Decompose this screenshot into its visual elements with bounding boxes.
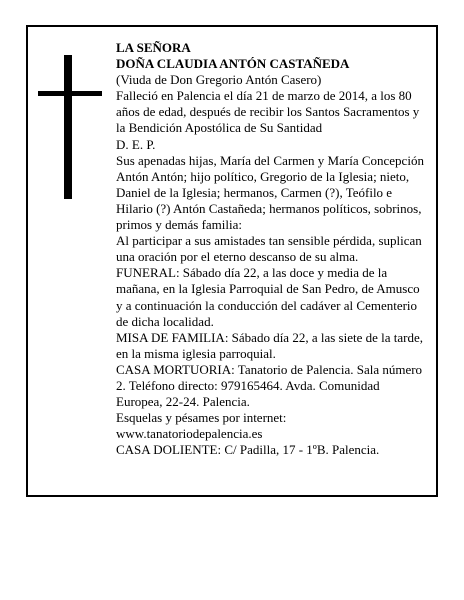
grieving-home-info: CASA DOLIENTE: C/ Padilla, 17 - 1ºB. Palencia. [116,442,380,458]
death-info: Falleció en Palencia el día 21 de marzo de 2014, a los 80 años de edad, después de recibir los Santos Sacramentos y la Bendición Apostólica de Su Santidad [116,88,420,136]
family-list: Sus apenadas hijas, María del Carmen y María Concepción Antón Antón; hijo político, Gregorio de la Iglesia; nieto, Daniel de la Iglesia; hermanos, Carmen (?), Teófilo e Hilario (?) Antón Castañeda; hermanos políticos, sobrinos, primos y demás familia: [116,152,424,233]
prayer-request: Al participar a sus amistades tan sensible pérdida, suplican una oración por el eterno descanso de su alma. [116,233,422,265]
obituary-notice [26,25,438,497]
deceased-name: DOÑA CLAUDIA ANTÓN CASTAÑEDA [116,56,350,72]
funeral-home-info: CASA MORTUORIA: Tanatorio de Palencia. Sala número 2. Teléfono directo: 979165464. Avda. Comunidad Europea, 22-24. Palencia. [116,361,423,410]
cross-vertical-bar [64,55,72,199]
online-condolences-label: Esquelas y pésames por internet: [116,410,287,426]
notice-heading-title: LA SEÑORA [116,40,191,55]
funeral-info: FUNERAL: Sábado día 22, a las doce y media de la mañana, en la Iglesia Parroquial de San Pedro, de Amusco y a continuación la conducción del cadáver al Cementerio de dicha localidad. [116,265,420,329]
family-mass-info: MISA DE FAMILIA: Sábado día 22, a las siete de la tarde, en la misma iglesia parroquial. [116,329,423,361]
cross-horizontal-bar [38,91,102,96]
notice-text [116,40,428,458]
rip-line: D. E. P. [116,136,156,152]
website-link[interactable]: www.tanatoriodepalencia.es [116,426,263,442]
latin-cross-icon [38,55,102,199]
widow-of-line: (Viuda de Don Gregorio Antón Casero) [116,72,322,88]
